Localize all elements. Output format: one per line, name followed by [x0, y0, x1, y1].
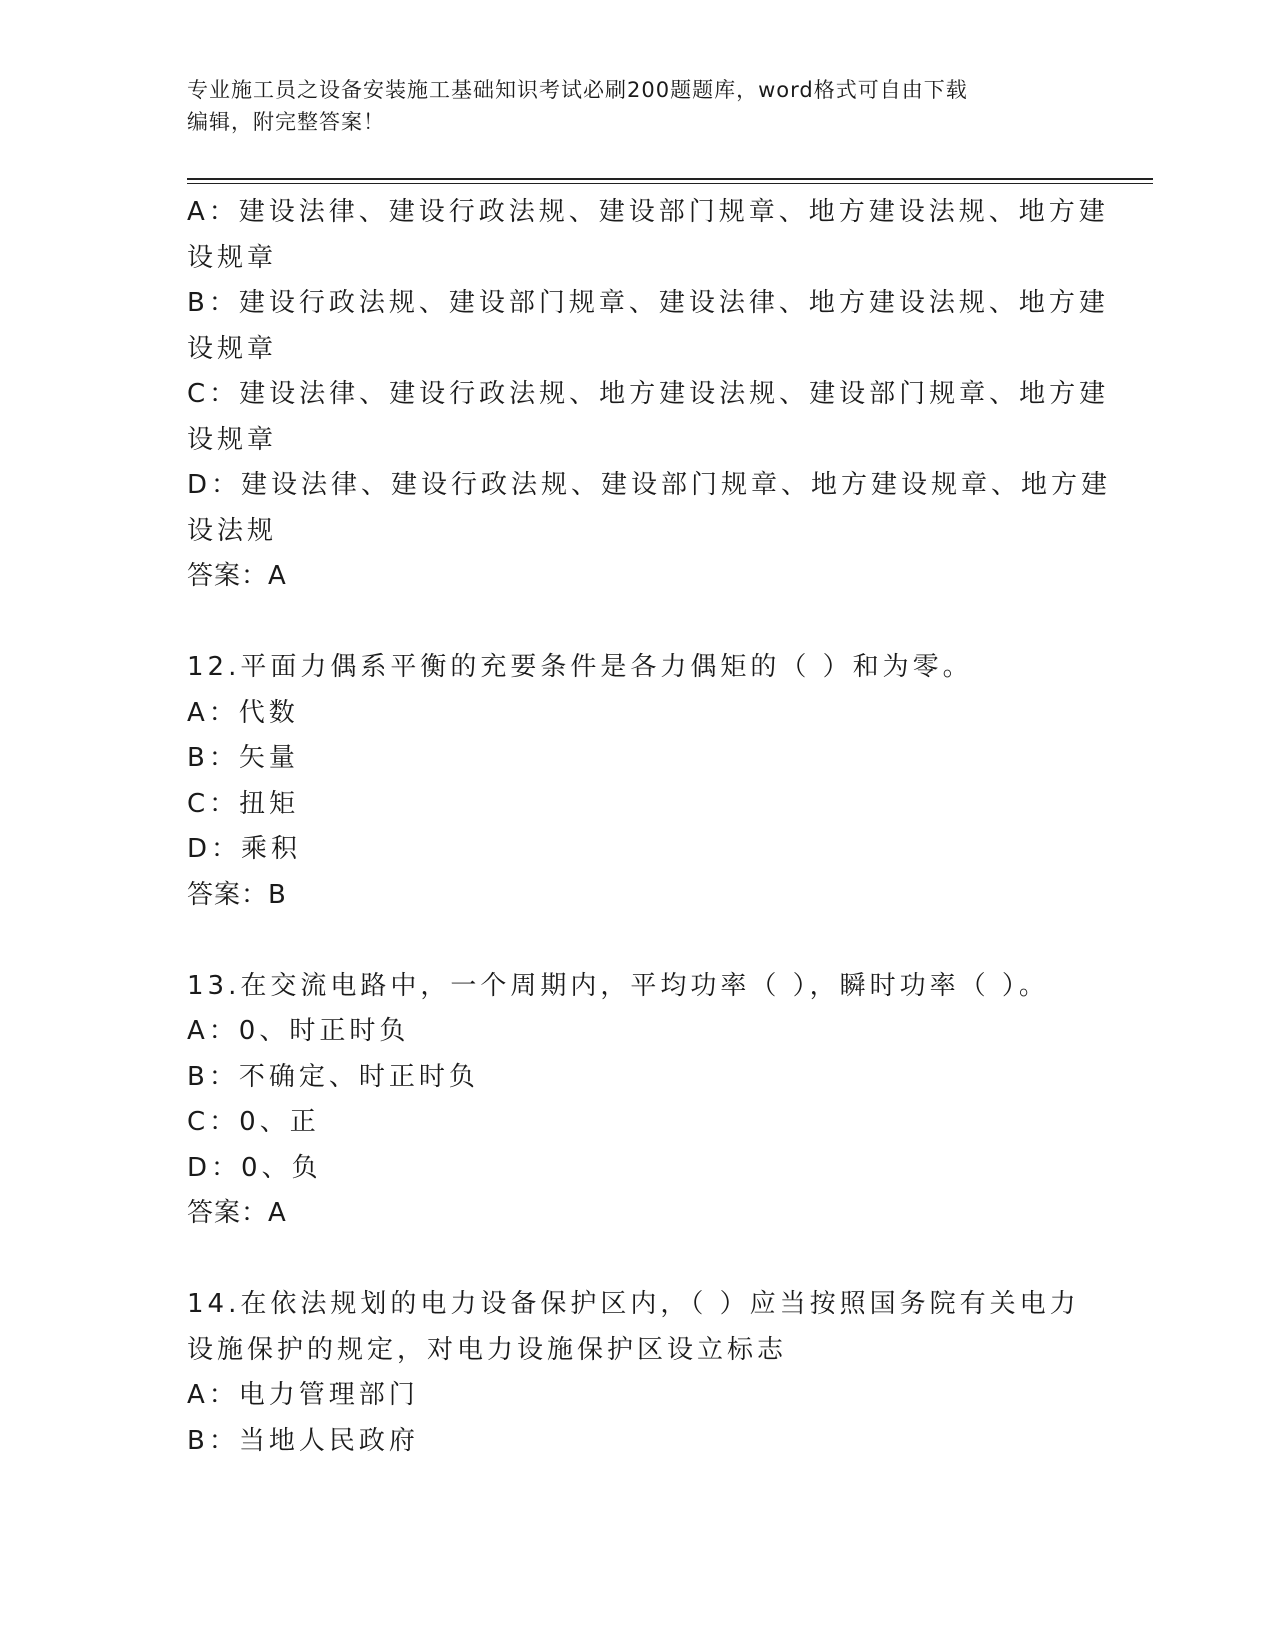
option-a: A：0、时正时负: [187, 1016, 410, 1046]
spacer: [187, 918, 1077, 964]
question-11: [187, 190, 1112, 600]
option-a: A：电力管理部门: [187, 1380, 419, 1410]
option-b: B：不确定、时正时负: [187, 1061, 479, 1092]
option-b: B：当地人民政府: [187, 1425, 419, 1456]
header-title-line-2: 编辑，附完整答案！: [187, 110, 385, 134]
question-text-line-1: 14.在依法规划的电力设备保护区内，（ ）应当按照国务院有关电力: [187, 1289, 1080, 1319]
header-title-line-1: 专业施工员之设备安装施工基础知识考试必刷200题题库，word格式可自由下载: [187, 78, 968, 102]
option-d: D：0、负: [187, 1152, 322, 1183]
document-header: [187, 74, 1067, 138]
option-d-line-2: 设法规: [187, 515, 278, 546]
option-a: A：代数: [187, 697, 299, 728]
question-12: [187, 645, 1077, 918]
spacer: [187, 600, 1077, 646]
question-13: [187, 964, 1077, 1237]
header-divider-thick: [187, 178, 1153, 180]
option-d: D：乘积: [187, 834, 302, 864]
question-list: [187, 190, 1112, 1464]
option-a-line-2: 设规章: [187, 242, 278, 273]
option-b: B：矢量: [187, 743, 299, 773]
option-b-line-1: B：建设行政法规、建设部门规章、建设法律、地方建设法规、地方建: [187, 288, 1109, 318]
option-c: C：0、正: [187, 1107, 320, 1137]
answer-text: 答案：A: [187, 561, 287, 591]
answer-text: 答案：A: [187, 1198, 287, 1228]
option-c: C：扭矩: [187, 788, 300, 819]
spacer: [187, 1237, 1077, 1283]
option-a-line-1: A：建设法律、建设行政法规、建设部门规章、地方建设法规、地方建: [187, 197, 1109, 227]
option-c-line-1: C：建设法律、建设行政法规、地方建设法规、建设部门规章、地方建: [187, 379, 1110, 409]
question-text: 12.平面力偶系平衡的充要条件是各力偶矩的（ ）和为零。: [187, 652, 973, 682]
header-divider-thin: [187, 183, 1153, 184]
question-text: 13.在交流电路中，一个周期内，平均功率（ ），瞬时功率（ ）。: [187, 970, 1049, 1001]
question-14: [187, 1282, 1080, 1464]
answer-text: 答案：B: [187, 879, 287, 910]
question-text-line-2: 设施保护的规定，对电力设施保护区设立标志: [187, 1334, 788, 1365]
option-d-line-1: D：建设法律、建设行政法规、建设部门规章、地方建设规章、地方建: [187, 470, 1112, 500]
option-b-line-2: 设规章: [187, 333, 278, 364]
option-c-line-2: 设规章: [187, 424, 278, 455]
